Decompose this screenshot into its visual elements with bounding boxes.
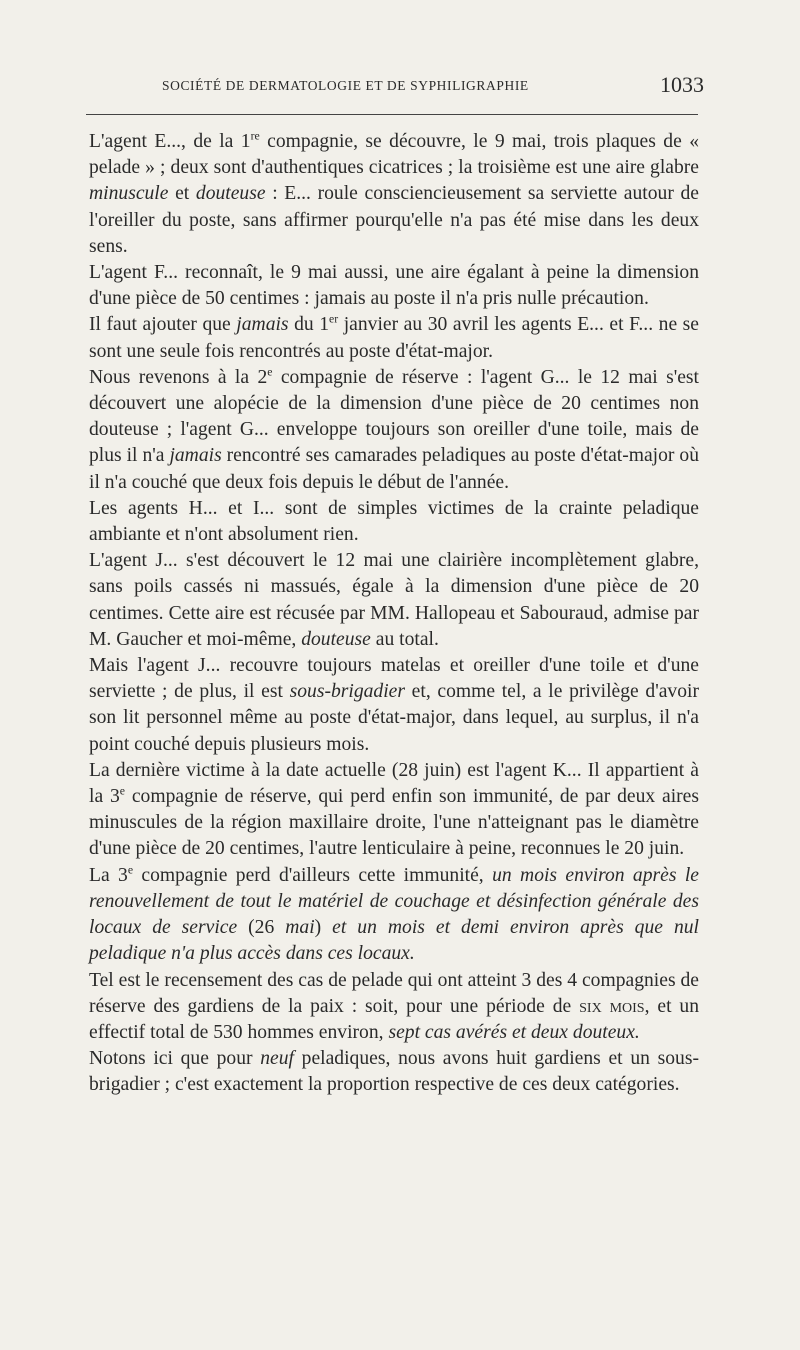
paragraph (89, 129, 699, 260)
text-segment: Notons ici que pour (89, 1048, 261, 1070)
body-text (89, 129, 699, 1099)
text-segment: et, comme tel, a le privilège d'avoir son lit personnel même au poste d'état-major, dans lequel, au surplus, il n'a point couché depuis plusieurs mois. (89, 681, 699, 755)
text-segment: L'agent E..., de la 1 (89, 131, 251, 152)
paragraph (89, 312, 699, 364)
page-number: 1033 (660, 72, 704, 97)
text-segment: du 1 (288, 314, 330, 336)
paragraph (89, 365, 699, 496)
italic-text: jamais (169, 445, 222, 467)
small-caps-text: six mois (579, 995, 645, 1017)
italic-text: mai (285, 917, 315, 939)
text-segment: ) (314, 917, 333, 939)
text-segment: La 3 (89, 864, 128, 886)
italic-text: douteuse (301, 628, 371, 650)
italic-text: neuf (260, 1048, 294, 1070)
italic-text: jamais (236, 314, 289, 336)
paragraph (89, 863, 699, 968)
paragraph (89, 496, 699, 548)
running-title: SOCIÉTÉ DE DERMATOLOGIE ET DE SYPHILIGRAPHIE (162, 78, 529, 93)
superscript: er (329, 312, 339, 326)
superscript: re (250, 129, 260, 143)
paragraph (89, 968, 699, 1047)
text-segment: compagnie perd d'ailleurs cette immunité, (133, 864, 493, 886)
superscript: e (119, 784, 126, 798)
superscript: e (267, 365, 273, 379)
text-segment: rencontré ses camarades peladiques au poste d'état-major où il n'a couché que deux fois depuis le début de l'année. (89, 445, 699, 493)
text-segment: janvier au 30 avril les agents E... et F... ne se sont une seule fois rencontrés au poste d'état-major. (89, 314, 700, 362)
text-segment: L'agent F... reconnaît, le 9 mai aussi, une aire égalant à peine la dimension d'une pièce de 50 centimes : jamais au poste il n'a pris nulle précaution. (89, 262, 699, 310)
italic-text: un mois environ après le renouvellement de tout le matériel de couchage et désinfection générale des locaux de service (89, 864, 699, 939)
italic-text: douteuse (195, 183, 266, 205)
text-segment: Les agents H... et I... sont de simples victimes de la crainte peladique ambiante et n'ont absolument rien. (89, 497, 699, 546)
text-segment: La dernière victime à la date actuelle (28 juin) est l'agent K... Il appartient à la 3 (89, 759, 699, 808)
paragraph (89, 548, 699, 653)
paragraph (89, 1046, 699, 1098)
text-segment: compagnie de réserve, qui perd enfin son immunité, de par deux aires minuscules de la région maxillaire droite, l'une n'atteignant pas le diamètre d'une pièce de 20 centimes, l'autre lenticulaire à peine, reconnues le 20 juin. (89, 786, 699, 860)
italic-text: minuscule (89, 183, 169, 205)
italic-text: sous-brigadier (289, 681, 405, 703)
paragraph (89, 758, 699, 863)
text-segment: L'agent J... s'est découvert le 12 mai une clairière incomplètement glabre, sans poils cassés ni massués, égale à la dimension d'une pièce de 20 centimes. Cette aire est récusée par MM. Hallopeau et Sabouraud, admise par M. Gaucher et moi-même, (89, 550, 699, 650)
text-segment: Nous revenons à la 2 (89, 366, 268, 388)
paragraph (89, 653, 699, 758)
italic-text: sept cas avérés et deux douteux. (388, 1021, 640, 1043)
text-segment: Il faut ajouter que (89, 314, 237, 336)
italic-text: et un mois et demi environ après que nul peladique n'a plus accès dans ces locaux. (89, 917, 699, 965)
text-segment: au total. (370, 628, 439, 650)
paragraph (89, 260, 699, 312)
text-segment: (26 (237, 917, 286, 939)
page-header (88, 72, 704, 102)
text-segment: , et un effectif total de 530 hommes environ, (89, 995, 699, 1043)
text-segment: peladiques, nous avons huit gardiens et un sous-brigadier ; c'est exactement la proportion respective de ces deux catégories. (89, 1048, 699, 1096)
text-segment: : E... roule consciencieusement sa serviette autour de l'oreiller du poste, sans affirmer pourqu'elle n'a pas été mise dans les deux sens. (89, 183, 699, 257)
superscript: e (127, 863, 134, 877)
text-segment: compagnie de réserve : l'agent G... le 12 mai s'est découvert une alopécie de la dimension d'une pièce de 20 centimes non douteuse ; l'agent G... enveloppe toujours son oreiller d'une toile, mais de plus il n'a (89, 366, 699, 467)
text-segment: Mais l'agent J... recouvre toujours matelas et oreiller d'une toile et d'une serviette ; de plus, il est (89, 655, 699, 703)
text-segment: compagnie, se découvre, le 9 mai, trois plaques de « pelade » ; deux sont d'authentiques cicatrices ; la troisième est une aire glabre (89, 131, 699, 179)
header-rule (86, 114, 698, 115)
text-segment: et (168, 183, 196, 205)
text-segment: Tel est le recensement des cas de pelade qui ont atteint 3 des 4 compagnies de réserve des gardiens de la paix : soit, pour une période de (89, 969, 699, 1017)
